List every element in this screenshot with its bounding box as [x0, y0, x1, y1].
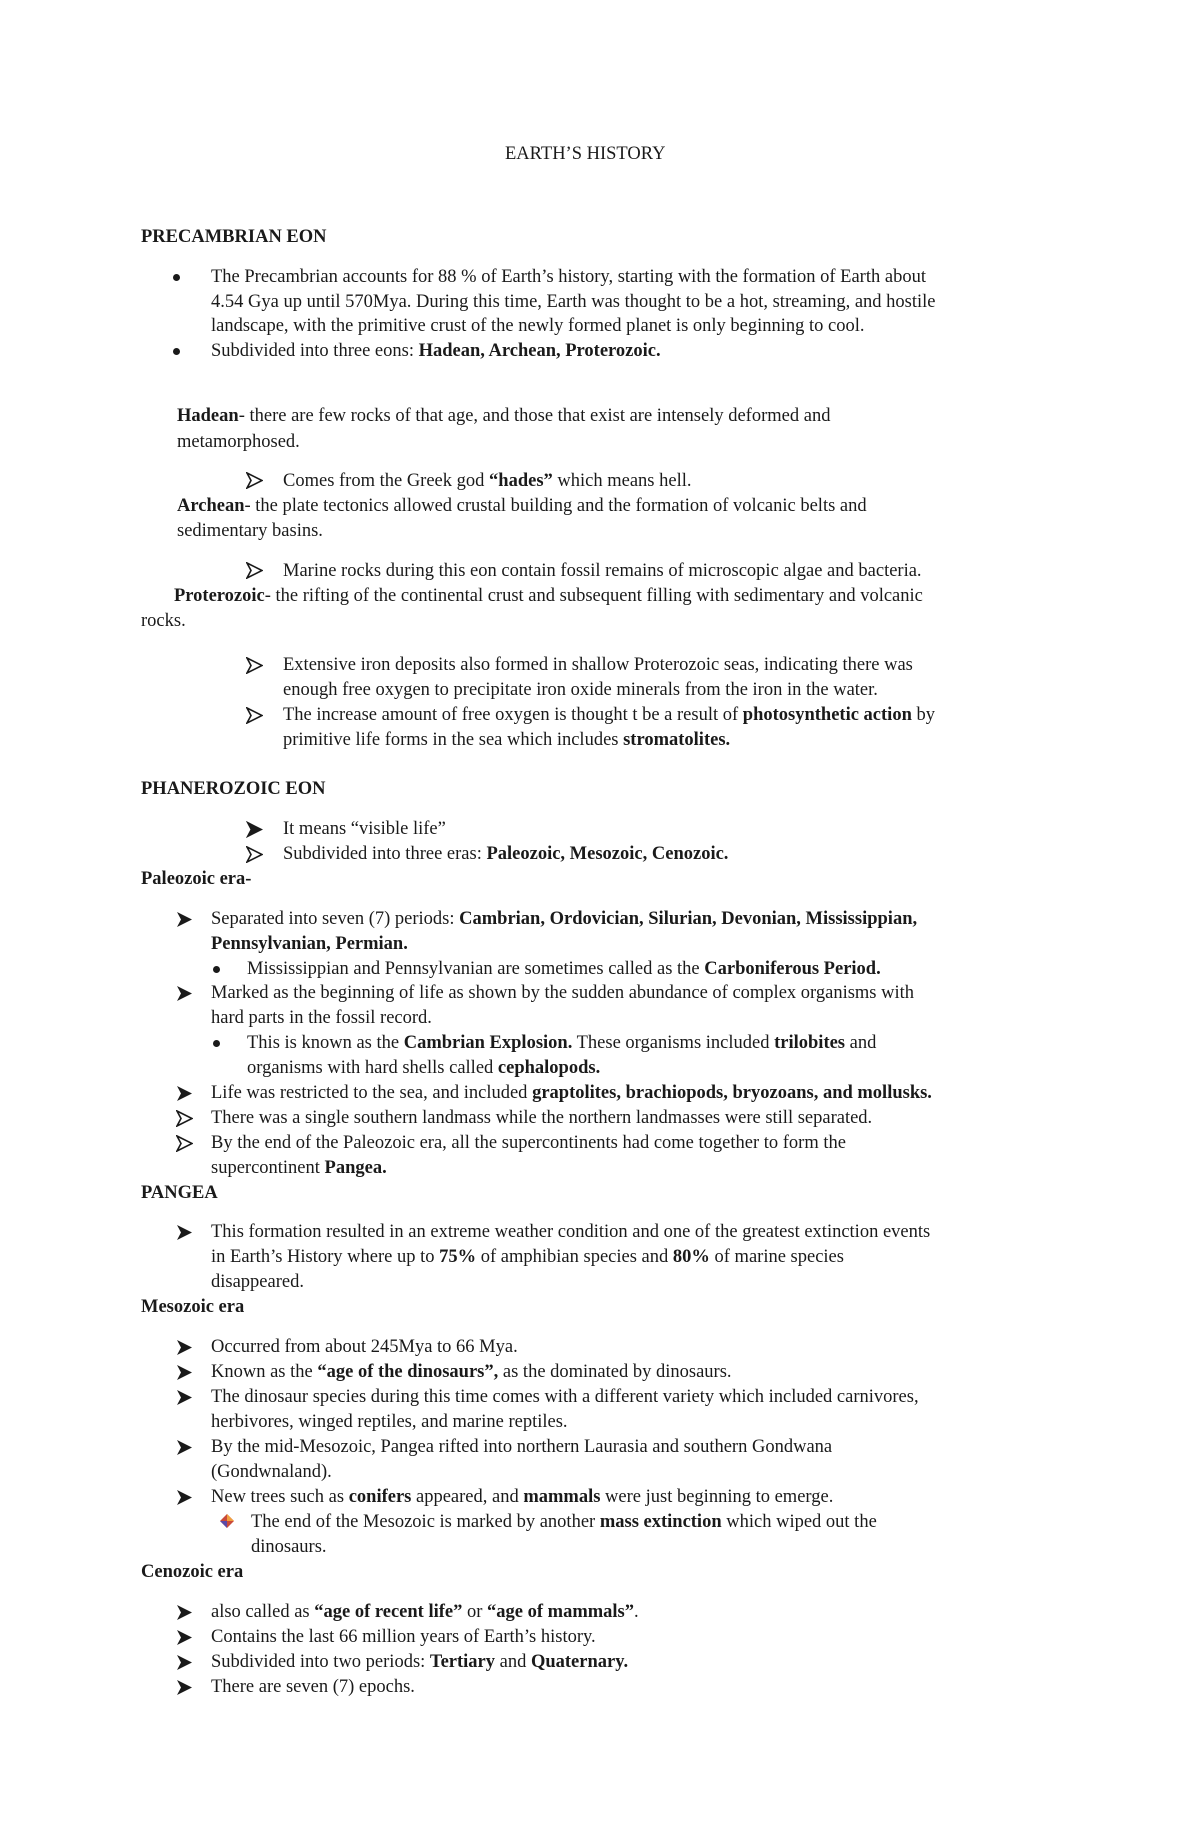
diamond-bullet-icon — [219, 1513, 235, 1529]
bullet-icon — [173, 348, 180, 355]
age-of-dinosaurs: “age of the dinosaurs”, — [317, 1362, 499, 1382]
mesozoic-heading: Mesozoic era — [141, 1297, 245, 1317]
pro-sub2-e: stromatolites. — [623, 730, 731, 750]
cephalopods-term: cephalopods. — [497, 1058, 601, 1078]
arrow-bullet-icon — [246, 821, 263, 838]
proterozoic-sub-1-line-1: Extensive iron deposits also formed in shallow Proterozoic seas, indicating there was — [283, 655, 913, 675]
pangea-heading: PANGEA — [141, 1183, 218, 1203]
precambrian-bullet-1-line-1: The Precambrian accounts for 88 % of Earth’s history, starting with the formation of Earth about — [211, 267, 926, 287]
paleozoic-point-1-line-2 — [211, 932, 408, 957]
paleozoic-point-2-line-2: hard parts in the fossil record. — [211, 1008, 432, 1028]
hadean-term: Hadean — [177, 406, 239, 426]
precambrian-bullet-2 — [211, 339, 661, 364]
cenozoic-heading: Cenozoic era — [141, 1562, 244, 1582]
sea-life-list: graptolites, brachiopods, bryozoans, and mollusks. — [532, 1083, 932, 1103]
bullet-icon — [213, 1040, 220, 1047]
proterozoic-term: Proterozoic — [174, 586, 265, 606]
pangea-point-line-2 — [211, 1245, 844, 1270]
arrow-bullet-icon — [176, 1339, 193, 1356]
supercontinent-intro: supercontinent — [211, 1158, 325, 1178]
proterozoic-sub-2-line-1 — [283, 703, 935, 728]
archean-sub-point: Marine rocks during this eon contain fossil remains of microscopic algae and bacteria. — [283, 561, 922, 581]
carboniferous-term: Carboniferous Period. — [704, 959, 881, 979]
paleozoic-point-2-line-1: Marked as the beginning of life as shown by the sudden abundance of complex organisms with — [211, 983, 915, 1003]
marine-percent: 80% — [672, 1247, 710, 1267]
proterozoic-text: - the rifting of the continental crust and subsequent filling with sedimentary and volcanic — [264, 586, 923, 606]
cambrian-and: and — [845, 1033, 877, 1053]
mammals-term: mammals — [523, 1487, 601, 1507]
eras-intro: Subdivided into three eras: — [283, 844, 487, 864]
pangea-l2-a: in Earth’s History where up to — [211, 1247, 440, 1267]
bullet-icon — [213, 966, 220, 973]
pangea-l2-c: of amphibian species and — [476, 1247, 673, 1267]
proterozoic-paragraph-line-2: rocks. — [141, 611, 186, 631]
cambrian-mid: These organisms included — [572, 1033, 775, 1053]
pro-sub2-c: by — [911, 705, 935, 725]
arrow-bullet-icon — [176, 1135, 193, 1152]
cenozoic-point-1 — [211, 1600, 639, 1625]
paleozoic-point-5-line-2 — [211, 1156, 387, 1181]
pangea-term: Pangea. — [324, 1158, 387, 1178]
phanerozoic-sub-1: It means “visible life” — [283, 819, 446, 839]
mesozoic-point-2 — [211, 1360, 732, 1385]
carboniferous-intro: Mississippian and Pennsylvanian are sometimes called as the — [247, 959, 705, 979]
arrow-bullet-icon — [176, 1654, 193, 1671]
eras-list: Paleozoic, Mesozoic, Cenozoic. — [486, 844, 729, 864]
periods-list: Cambrian, Ordovician, Silurian, Devonian, Mississippian, — [459, 909, 918, 929]
hadean-sub-point — [283, 469, 692, 494]
hadean-sub-c: which means hell. — [552, 471, 692, 491]
eons-intro: Subdivided into three eons: — [211, 341, 419, 361]
arrow-bullet-icon — [176, 1085, 193, 1102]
mesozoic-point-5 — [211, 1485, 833, 1510]
archean-paragraph-line-2: sedimentary basins. — [177, 521, 323, 541]
precambrian-heading: PRECAMBRIAN EON — [141, 227, 327, 247]
proterozoic-paragraph — [174, 584, 923, 609]
cambrian-term: Cambrian Explosion. — [403, 1033, 573, 1053]
hadean-text: - there are few rocks of that age, and those that exist are intensely deformed and — [238, 406, 831, 426]
arrow-bullet-icon — [176, 1389, 193, 1406]
arrow-bullet-icon — [176, 985, 193, 1002]
m5-e: were just beginning to emerge. — [600, 1487, 834, 1507]
c3-a: Subdivided into two periods: — [211, 1652, 430, 1672]
mesozoic-point-4-line-1: By the mid-Mesozoic, Pangea rifted into northern Laurasia and southern Gondwana — [211, 1437, 833, 1457]
archean-paragraph — [177, 494, 867, 519]
paleozoic-point-5-line-1: By the end of the Paleozoic era, all the supercontinents had come together to form the — [211, 1133, 846, 1153]
arrow-bullet-icon — [246, 562, 263, 579]
arrow-bullet-icon — [176, 1364, 193, 1381]
paleozoic-point-3 — [211, 1081, 932, 1106]
mesozoic-point-5-sub-line-1 — [251, 1510, 877, 1535]
paleozoic-point-1-sub — [247, 957, 881, 982]
arrow-bullet-icon — [246, 657, 263, 674]
age-of-mammals: “age of mammals” — [487, 1602, 634, 1622]
arrow-bullet-icon — [176, 1439, 193, 1456]
cenozoic-point-2: Contains the last 66 million years of Earth’s history. — [211, 1627, 596, 1647]
c1-e: . — [633, 1602, 639, 1622]
arrow-bullet-icon — [246, 846, 263, 863]
periods-list-2: Pennsylvanian, Permian. — [211, 934, 408, 954]
paleozoic-point-1-line-1 — [211, 907, 917, 932]
hadean-paragraph — [177, 404, 830, 429]
arrow-bullet-icon — [246, 472, 263, 489]
m5-a: New trees such as — [211, 1487, 349, 1507]
pangea-point-line-1: This formation resulted in an extreme weather condition and one of the greatest extinction events — [211, 1222, 931, 1242]
pangea-point-line-3: disappeared. — [211, 1272, 304, 1292]
shells-intro: organisms with hard shells called — [247, 1058, 498, 1078]
pro-sub2-d: primitive life forms in the sea which includes — [283, 730, 624, 750]
sea-life-intro: Life was restricted to the sea, and included — [211, 1083, 533, 1103]
paleozoic-point-4: There was a single southern landmass while the northern landmasses were still separated. — [211, 1108, 873, 1128]
eons-list: Hadean, Archean, Proterozoic. — [418, 341, 661, 361]
m5-c: appeared, and — [411, 1487, 524, 1507]
mass-extinction-term: mass extinction — [599, 1512, 722, 1532]
pro-sub2-a: The increase amount of free oxygen is thought t be a result of — [283, 705, 743, 725]
cenozoic-point-3 — [211, 1650, 628, 1675]
mesozoic-point-1: Occurred from about 245Mya to 66 Mya. — [211, 1337, 518, 1357]
c1-c: or — [462, 1602, 488, 1622]
paleozoic-point-2-sub-line-2 — [247, 1056, 600, 1081]
periods-intro: Separated into seven (7) periods: — [211, 909, 460, 929]
proterozoic-sub-2-line-2 — [283, 728, 730, 753]
arrow-bullet-icon — [176, 1629, 193, 1646]
arrow-bullet-icon — [176, 911, 193, 928]
precambrian-bullet-1-line-3: landscape, with the primitive crust of the newly formed planet is only beginning to cool. — [211, 316, 865, 336]
c3-c: and — [495, 1652, 531, 1672]
m6-c: which wiped out the — [721, 1512, 877, 1532]
proterozoic-sub-1-line-2: enough free oxygen to precipitate iron oxide minerals from the iron in the water. — [283, 680, 878, 700]
arrow-bullet-icon — [176, 1679, 193, 1696]
m2-c: as the dominated by dinosaurs. — [498, 1362, 732, 1382]
bullet-icon — [173, 274, 180, 281]
hadean-sub-a: Comes from the Greek god — [283, 471, 490, 491]
tertiary-term: Tertiary — [429, 1652, 495, 1672]
age-of-recent-life: “age of recent life” — [314, 1602, 463, 1622]
m6-a: The end of the Mesozoic is marked by another — [251, 1512, 600, 1532]
paleozoic-heading: Paleozoic era- — [141, 869, 252, 889]
hadean-paragraph-line-2: metamorphosed. — [177, 432, 300, 452]
c1-a: also called as — [211, 1602, 315, 1622]
arrow-bullet-icon — [176, 1604, 193, 1621]
phanerozoic-sub-2 — [283, 842, 728, 867]
archean-term: Archean — [177, 496, 245, 516]
amphibian-percent: 75% — [439, 1247, 477, 1267]
paleozoic-point-2-sub-line-1 — [247, 1031, 876, 1056]
arrow-bullet-icon — [176, 1489, 193, 1506]
mesozoic-point-3-line-2: herbivores, winged reptiles, and marine reptiles. — [211, 1412, 568, 1432]
cambrian-intro: This is known as the — [247, 1033, 404, 1053]
trilobites-term: trilobites — [774, 1033, 846, 1053]
arrow-bullet-icon — [246, 707, 263, 724]
archean-text: - the plate tectonics allowed crustal building and the formation of volcanic belts and — [244, 496, 867, 516]
mesozoic-point-3-line-1: The dinosaur species during this time comes with a different variety which included carnivores, — [211, 1387, 919, 1407]
conifers-term: conifers — [348, 1487, 412, 1507]
quaternary-term: Quaternary. — [530, 1652, 629, 1672]
phanerozoic-heading: PHANEROZOIC EON — [141, 779, 326, 799]
pangea-l2-e: of marine species — [709, 1247, 844, 1267]
m2-a: Known as the — [211, 1362, 318, 1382]
pro-sub2-b: photosynthetic action — [742, 705, 912, 725]
document-title: EARTH’S HISTORY — [505, 144, 666, 164]
cenozoic-point-4: There are seven (7) epochs. — [211, 1677, 415, 1697]
precambrian-bullet-1-line-2: 4.54 Gya up until 570Mya. During this time, Earth was thought to be a hot, streaming, and hostile — [211, 292, 936, 312]
mesozoic-point-4-line-2: (Gondwnaland). — [211, 1462, 332, 1482]
hadean-sub-b: “hades” — [489, 471, 553, 491]
arrow-bullet-icon — [176, 1110, 193, 1127]
mesozoic-point-5-sub-line-2: dinosaurs. — [251, 1537, 327, 1557]
arrow-bullet-icon — [176, 1224, 193, 1241]
